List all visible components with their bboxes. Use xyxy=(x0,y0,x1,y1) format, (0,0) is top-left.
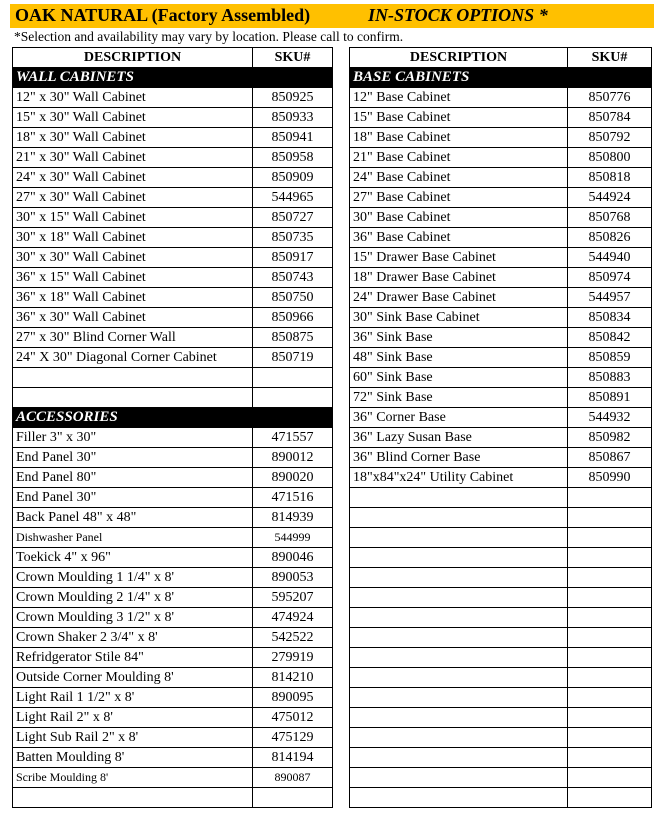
item-description: End Panel 30" xyxy=(13,488,253,508)
table-row xyxy=(350,148,652,168)
item-description: 30" Sink Base Cabinet xyxy=(350,308,568,328)
item-sku: 850925 xyxy=(253,88,333,108)
empty-row xyxy=(350,568,652,588)
empty-row xyxy=(350,728,652,748)
item-sku: 814210 xyxy=(253,668,333,688)
table-row xyxy=(13,288,333,308)
table-row xyxy=(350,108,652,128)
item-description: Crown Moulding 2 1/4" x 8' xyxy=(13,588,253,608)
empty-row xyxy=(350,708,652,728)
title-banner xyxy=(10,4,654,28)
empty-cell xyxy=(568,748,652,768)
item-sku: 890046 xyxy=(253,548,333,568)
empty-cell xyxy=(253,788,333,808)
item-description: 24" Base Cabinet xyxy=(350,168,568,188)
item-description: Crown Shaker 2 3/4" x 8' xyxy=(13,628,253,648)
table-row xyxy=(350,448,652,468)
item-description: 15" Drawer Base Cabinet xyxy=(350,248,568,268)
empty-cell xyxy=(568,508,652,528)
table-row xyxy=(13,508,333,528)
empty-cell xyxy=(350,648,568,668)
empty-cell xyxy=(568,768,652,788)
table-row xyxy=(13,488,333,508)
item-sku: 850990 xyxy=(568,468,652,488)
empty-cell xyxy=(350,768,568,788)
item-sku: 850826 xyxy=(568,228,652,248)
table-row xyxy=(13,768,333,788)
item-sku: 850982 xyxy=(568,428,652,448)
item-sku: 544940 xyxy=(568,248,652,268)
item-sku: 850776 xyxy=(568,88,652,108)
table-row xyxy=(13,88,333,108)
item-sku: 814194 xyxy=(253,748,333,768)
empty-cell xyxy=(13,788,253,808)
empty-row xyxy=(13,368,333,388)
sku-header: SKU# xyxy=(253,48,333,68)
item-sku: 850875 xyxy=(253,328,333,348)
table-row xyxy=(13,448,333,468)
empty-cell xyxy=(13,368,253,388)
section-base-cabinets-row xyxy=(350,68,652,88)
item-sku: 595207 xyxy=(253,588,333,608)
item-description: Toekick 4" x 96" xyxy=(13,548,253,568)
item-description: 27" x 30" Blind Corner Wall xyxy=(13,328,253,348)
empty-cell xyxy=(568,488,652,508)
table-row xyxy=(350,268,652,288)
item-sku: 850727 xyxy=(253,208,333,228)
item-description: Light Rail 2" x 8' xyxy=(13,708,253,728)
empty-cell xyxy=(568,548,652,568)
empty-cell xyxy=(350,588,568,608)
empty-cell xyxy=(568,528,652,548)
table-row xyxy=(13,108,333,128)
item-description: Dishwasher Panel xyxy=(13,528,253,548)
table-row xyxy=(350,328,652,348)
empty-row xyxy=(350,648,652,668)
item-sku: 850842 xyxy=(568,328,652,348)
item-sku: 850909 xyxy=(253,168,333,188)
item-sku: 471516 xyxy=(253,488,333,508)
empty-row xyxy=(350,548,652,568)
empty-cell xyxy=(350,568,568,588)
item-sku: 850958 xyxy=(253,148,333,168)
item-sku: 475012 xyxy=(253,708,333,728)
item-description: 12" Base Cabinet xyxy=(350,88,568,108)
table-row xyxy=(350,288,652,308)
table-row xyxy=(13,128,333,148)
empty-row xyxy=(13,388,333,408)
table-row xyxy=(13,208,333,228)
sku-header: SKU# xyxy=(568,48,652,68)
empty-cell xyxy=(350,488,568,508)
item-description: 36" x 30" Wall Cabinet xyxy=(13,308,253,328)
item-description: Light Rail 1 1/2" x 8' xyxy=(13,688,253,708)
item-sku: 890095 xyxy=(253,688,333,708)
right-table xyxy=(349,47,652,808)
item-description: 30" x 18" Wall Cabinet xyxy=(13,228,253,248)
item-description: 27" Base Cabinet xyxy=(350,188,568,208)
table-row xyxy=(13,688,333,708)
item-sku: 850719 xyxy=(253,348,333,368)
item-sku: 890053 xyxy=(253,568,333,588)
item-description: Batten Moulding 8' xyxy=(13,748,253,768)
item-description: 30" x 30" Wall Cabinet xyxy=(13,248,253,268)
table-row xyxy=(13,188,333,208)
table-row xyxy=(13,268,333,288)
item-description: 15" Base Cabinet xyxy=(350,108,568,128)
item-sku: 474924 xyxy=(253,608,333,628)
empty-row xyxy=(350,768,652,788)
item-sku: 850800 xyxy=(568,148,652,168)
item-sku: 850974 xyxy=(568,268,652,288)
table-row xyxy=(13,708,333,728)
item-sku: 475129 xyxy=(253,728,333,748)
item-description: Crown Moulding 1 1/4" x 8' xyxy=(13,568,253,588)
item-description: 24" x 30" Wall Cabinet xyxy=(13,168,253,188)
table-row xyxy=(13,528,333,548)
item-description: End Panel 30" xyxy=(13,448,253,468)
item-sku: 544965 xyxy=(253,188,333,208)
item-sku: 850941 xyxy=(253,128,333,148)
table-row xyxy=(13,168,333,188)
item-description: 36" Corner Base xyxy=(350,408,568,428)
table-row xyxy=(13,328,333,348)
item-sku: 850917 xyxy=(253,248,333,268)
section-base-cabinets: BASE CABINETS xyxy=(350,68,652,88)
item-description: 21" x 30" Wall Cabinet xyxy=(13,148,253,168)
empty-cell xyxy=(350,548,568,568)
item-description: Outside Corner Moulding 8' xyxy=(13,668,253,688)
table-row xyxy=(13,228,333,248)
item-sku: 850966 xyxy=(253,308,333,328)
table-row xyxy=(350,128,652,148)
item-description: 18"x84"x24" Utility Cabinet xyxy=(350,468,568,488)
item-sku: 814939 xyxy=(253,508,333,528)
empty-cell xyxy=(568,688,652,708)
item-description: 15" x 30" Wall Cabinet xyxy=(13,108,253,128)
empty-row xyxy=(13,788,333,808)
table-row xyxy=(350,88,652,108)
item-sku: 850792 xyxy=(568,128,652,148)
empty-cell xyxy=(568,708,652,728)
table-row xyxy=(350,388,652,408)
empty-cell xyxy=(568,668,652,688)
section-wall-cabinets: WALL CABINETS xyxy=(13,68,333,88)
page-subtitle: IN-STOCK OPTIONS * xyxy=(368,5,548,25)
table-row xyxy=(350,308,652,328)
item-description: 18" Base Cabinet xyxy=(350,128,568,148)
item-description: 48" Sink Base xyxy=(350,348,568,368)
empty-row xyxy=(350,608,652,628)
item-description: 36" x 18" Wall Cabinet xyxy=(13,288,253,308)
item-sku: 542522 xyxy=(253,628,333,648)
page-title: OAK NATURAL (Factory Assembled) xyxy=(15,5,311,25)
table-row xyxy=(13,748,333,768)
availability-note: *Selection and availability may vary by location. Please call to confirm. xyxy=(14,29,404,44)
table-row xyxy=(13,428,333,448)
item-description: 36" Sink Base xyxy=(350,328,568,348)
empty-cell xyxy=(350,748,568,768)
empty-cell xyxy=(350,668,568,688)
item-sku: 471557 xyxy=(253,428,333,448)
table-row xyxy=(13,148,333,168)
empty-cell xyxy=(350,728,568,748)
empty-row xyxy=(350,668,652,688)
item-sku: 850750 xyxy=(253,288,333,308)
item-description: End Panel 80" xyxy=(13,468,253,488)
empty-row xyxy=(350,528,652,548)
table-row xyxy=(13,548,333,568)
item-description: 27" x 30" Wall Cabinet xyxy=(13,188,253,208)
item-sku: 544957 xyxy=(568,288,652,308)
empty-row xyxy=(350,508,652,528)
item-description: 30" Base Cabinet xyxy=(350,208,568,228)
item-sku: 890012 xyxy=(253,448,333,468)
left-table xyxy=(12,47,333,808)
table-row xyxy=(13,308,333,328)
empty-cell xyxy=(253,368,333,388)
empty-cell xyxy=(350,708,568,728)
item-description: 72" Sink Base xyxy=(350,388,568,408)
item-sku: 544932 xyxy=(568,408,652,428)
item-description: 36" Base Cabinet xyxy=(350,228,568,248)
empty-row xyxy=(350,748,652,768)
table-row xyxy=(350,248,652,268)
empty-cell xyxy=(350,608,568,628)
item-description: 36" x 15" Wall Cabinet xyxy=(13,268,253,288)
empty-cell xyxy=(350,688,568,708)
empty-cell xyxy=(568,588,652,608)
empty-row xyxy=(350,588,652,608)
item-sku: 850933 xyxy=(253,108,333,128)
item-sku: 279919 xyxy=(253,648,333,668)
item-description: Crown Moulding 3 1/2" x 8' xyxy=(13,608,253,628)
column-header-row xyxy=(13,48,333,68)
item-description: Filler 3" x 30" xyxy=(13,428,253,448)
section-accessories: ACCESSORIES xyxy=(13,408,333,428)
empty-cell xyxy=(568,608,652,628)
item-description: Scribe Moulding 8' xyxy=(13,768,253,788)
empty-cell xyxy=(13,388,253,408)
item-sku: 850818 xyxy=(568,168,652,188)
item-description: 60" Sink Base xyxy=(350,368,568,388)
table-row xyxy=(350,368,652,388)
item-description: 36" Blind Corner Base xyxy=(350,448,568,468)
item-description: 18" x 30" Wall Cabinet xyxy=(13,128,253,148)
column-header-row xyxy=(350,48,652,68)
table-row xyxy=(350,348,652,368)
item-sku: 850784 xyxy=(568,108,652,128)
empty-row xyxy=(350,628,652,648)
empty-cell xyxy=(350,528,568,548)
empty-cell xyxy=(568,568,652,588)
item-sku: 850867 xyxy=(568,448,652,468)
table-row xyxy=(350,428,652,448)
item-sku: 890020 xyxy=(253,468,333,488)
table-row xyxy=(13,608,333,628)
empty-cell xyxy=(568,788,652,808)
item-description: 12" x 30" Wall Cabinet xyxy=(13,88,253,108)
table-row xyxy=(350,188,652,208)
item-description: 24" Drawer Base Cabinet xyxy=(350,288,568,308)
item-sku: 544924 xyxy=(568,188,652,208)
description-header: DESCRIPTION xyxy=(13,48,253,68)
table-row xyxy=(13,248,333,268)
item-description: 18" Drawer Base Cabinet xyxy=(350,268,568,288)
item-sku: 544999 xyxy=(253,528,333,548)
table-row xyxy=(350,228,652,248)
empty-cell xyxy=(350,788,568,808)
item-description: Refridgerator Stile 84" xyxy=(13,648,253,668)
item-description: 30" x 15" Wall Cabinet xyxy=(13,208,253,228)
item-description: 24" X 30" Diagonal Corner Cabinet xyxy=(13,348,253,368)
item-sku: 850743 xyxy=(253,268,333,288)
table-row xyxy=(13,588,333,608)
table-row xyxy=(13,728,333,748)
table-row xyxy=(13,568,333,588)
empty-cell xyxy=(350,508,568,528)
empty-cell xyxy=(568,628,652,648)
item-sku: 850834 xyxy=(568,308,652,328)
description-header: DESCRIPTION xyxy=(350,48,568,68)
item-description: Light Sub Rail 2" x 8' xyxy=(13,728,253,748)
empty-row xyxy=(350,788,652,808)
table-row xyxy=(350,408,652,428)
empty-row xyxy=(350,688,652,708)
table-row xyxy=(350,168,652,188)
item-description: 36" Lazy Susan Base xyxy=(350,428,568,448)
item-sku: 850883 xyxy=(568,368,652,388)
empty-cell xyxy=(568,728,652,748)
section-accessories-row xyxy=(13,408,333,428)
table-row xyxy=(350,208,652,228)
table-row xyxy=(13,468,333,488)
table-row xyxy=(13,648,333,668)
empty-cell xyxy=(350,628,568,648)
item-sku: 890087 xyxy=(253,768,333,788)
table-row xyxy=(13,628,333,648)
section-wall-cabinets-row xyxy=(13,68,333,88)
empty-cell xyxy=(253,388,333,408)
empty-row xyxy=(350,488,652,508)
table-row xyxy=(350,468,652,488)
table-row xyxy=(13,348,333,368)
item-description: 21" Base Cabinet xyxy=(350,148,568,168)
item-sku: 850891 xyxy=(568,388,652,408)
item-description: Back Panel 48" x 48" xyxy=(13,508,253,528)
item-sku: 850859 xyxy=(568,348,652,368)
empty-cell xyxy=(568,648,652,668)
item-sku: 850768 xyxy=(568,208,652,228)
item-sku: 850735 xyxy=(253,228,333,248)
table-row xyxy=(13,668,333,688)
